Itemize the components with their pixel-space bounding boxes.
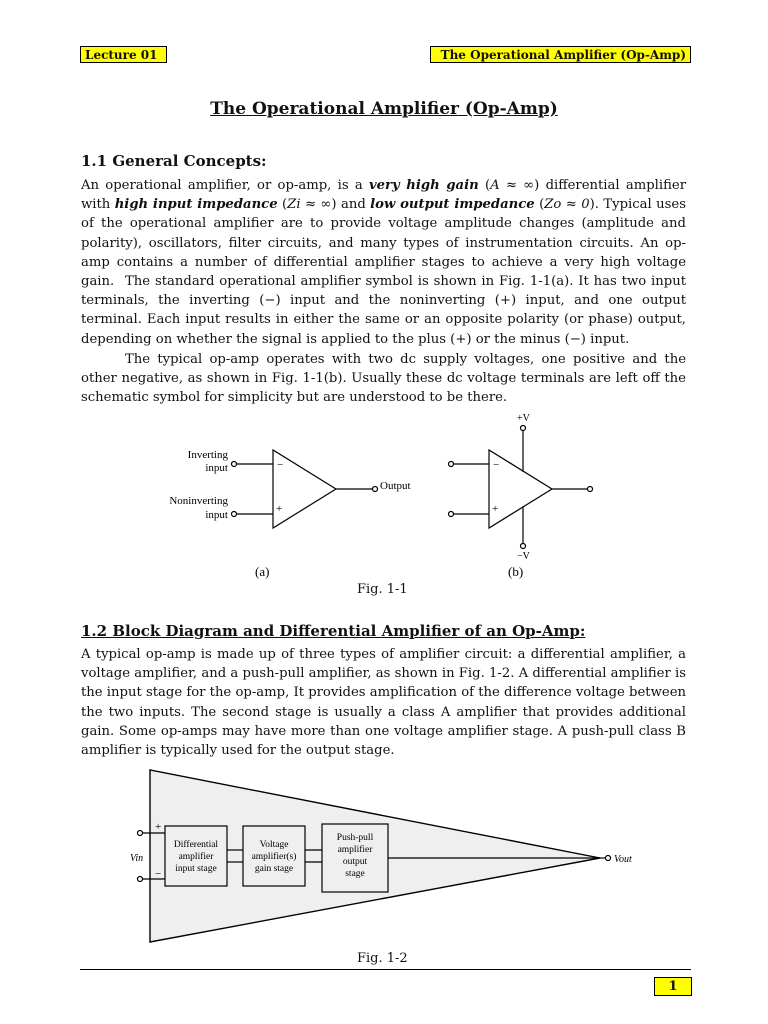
inverting-input-label-2: input (205, 462, 228, 474)
inverting-input-label: Inverting (187, 449, 228, 461)
section-1-paragraph-1: An operational amplifier, or op-amp, is a very high gain (A ≈ ∞) differential amplifier with high input impedance (Zi ≈ ∞) and low output impedance (Zo ≈ 0). Typical uses of the operational amplifier are to provide voltage amplitude changes (amplitude and polarity), oscillators, filter circuits, and many types of instrumentation circuits. An op-amp contains a number of differential amplifier stages to achieve a very high voltage gain. (81, 178, 686, 290)
subfigure-b-label: (b) (508, 564, 524, 579)
output-label: Output (380, 480, 411, 492)
inverting-minus-sign-b: − (493, 459, 500, 471)
figure-1-1-caption: Fig. 1-1 (357, 582, 408, 597)
figure-1-1 (148, 408, 610, 580)
svg-text:Push-pull: Push-pull (336, 833, 374, 843)
section-1-paragraph-2: The standard operational amplifier symbol is shown in Fig. 1-1(a). It has two input terminals, the inverting (−) input and the noninverting (+) input, and one output terminal. Each input results in either the same or an opposite polarity (or phase) output, depending on whether the signal is applied to the plus (+) or the minus (−) input. (81, 274, 686, 347)
svg-text:Differential: Differential (173, 840, 219, 850)
page-number: 1 (654, 977, 692, 996)
noninverting-plus-sign: + (276, 503, 283, 515)
negative-supply-label: −V (517, 551, 530, 562)
noninverting-plus-sign-b: + (492, 503, 499, 515)
svg-text:amplifier: amplifier (337, 845, 373, 855)
svg-text:amplifier(s): amplifier(s) (251, 852, 297, 862)
svg-text:amplifier: amplifier (178, 852, 214, 862)
header-topic: The Operational Amplifier (Op-Amp) (430, 46, 691, 63)
svg-text:Voltage: Voltage (259, 840, 289, 850)
fig2-minus-sign: − (155, 868, 162, 880)
section-1-paragraph-3: The typical op-amp operates with two dc supply voltages, one positive and the other negative, as shown in Fig. 1-1(b). Usually these dc voltage terminals are left off the schematic symbol for simplicity but are understood to be there. (81, 352, 686, 406)
section-1-heading: 1.1 General Concepts: (81, 152, 267, 170)
page-title: The Operational Amplifier (Op-Amp) (210, 99, 558, 119)
figure-1-2 (120, 762, 647, 946)
positive-supply-label: +V (517, 413, 530, 424)
section-2-heading: 1.2 Block Diagram and Differential Amplifier of an Op-Amp: (81, 622, 586, 640)
section-2-paragraph-1: A typical op-amp is made up of three types of amplifier circuit: a differential amplifier, a voltage amplifier, and a push-pull amplifier, as shown in Fig. 1-2. A differential amplifier is the input stage for the op-amp, It provides amplification of the difference voltage between the two inputs. The second stage is usually a class A amplifier that provides additional gain. Some op-amps may have more than one voltage amplifier stage. A push-pull class B amplifier is typically used for the output stage. (81, 647, 686, 759)
svg-text:stage: stage (345, 869, 365, 879)
svg-text:output: output (342, 857, 368, 867)
opamp-symbol-b (449, 426, 593, 549)
inverting-minus-sign: − (277, 459, 284, 471)
svg-text:gain stage: gain stage (254, 864, 294, 874)
differential-amplifier-block (174, 839, 218, 874)
noninverting-input-label-2: input (205, 509, 228, 521)
opamp-symbol-a (232, 450, 378, 528)
figure-1-2-caption: Fig. 1-2 (357, 951, 408, 966)
footer-rule (80, 969, 691, 970)
fig2-plus-sign: + (155, 821, 162, 833)
svg-text:input stage: input stage (175, 864, 217, 874)
subfigure-a-label: (a) (255, 564, 270, 579)
noninverting-input-label: Noninverting (169, 495, 228, 507)
vin-label: Vin (130, 853, 144, 864)
lecture-label: Lecture 01 (80, 46, 167, 63)
vout-label: Vout (614, 854, 632, 865)
